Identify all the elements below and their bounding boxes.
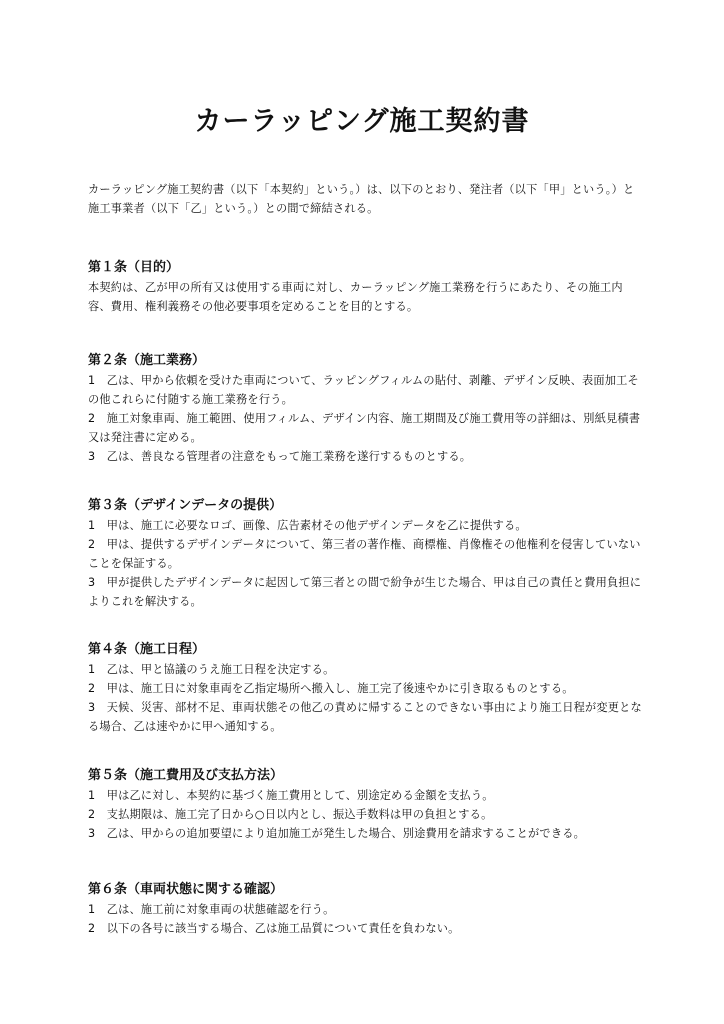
article-3 — [88, 496, 644, 611]
clause: 1 乙は、甲と協議のうえ施工日程を決定する。 — [88, 663, 335, 676]
article-heading: 第４条（施工日程） — [88, 642, 206, 657]
article-body — [88, 516, 644, 611]
document-title: カーラッピング施工契約書 — [194, 106, 530, 137]
clause: 3 乙は、甲からの追加要望により追加施工が発生した場合、別途費用を請求することができる。 — [88, 827, 585, 840]
article-heading: 第６条（車両状態に関する確認） — [88, 882, 284, 897]
article-5 — [88, 766, 644, 843]
article-body — [88, 786, 644, 843]
clause: 2 支払期限は、施工完了日から○日以内とし、振込手数料は甲の負担とする。 — [88, 808, 493, 821]
clause: 3 天候、災害、部材不足、車両状態その他乙の責めに帰することのできない事由により施工日程が変更となる場合、乙は速やかに甲へ通知する。 — [88, 701, 642, 733]
article-body — [88, 900, 644, 938]
article-1 — [88, 258, 644, 316]
clause: 2 甲は、施工日に対象車両を乙指定場所へ搬入し、施工完了後速やかに引き取るものとする。 — [88, 682, 574, 695]
clause: 1 甲は、施工に必要なロゴ、画像、広告素材その他デザインデータを乙に提供する。 — [88, 519, 527, 532]
article-heading: 第５条（施工費用及び支払方法） — [88, 768, 284, 783]
clause: 2 施工対象車両、施工範囲、使用フィルム、デザイン内容、施工期間及び施工費用等の詳細は、別紙見積書又は発注書に定める。 — [88, 412, 641, 444]
article-6 — [88, 880, 644, 938]
article-body — [88, 278, 644, 316]
clause: 1 乙は、甲から依頼を受けた車両について、ラッピングフィルムの貼付、剥離、デザイン反映、表面加工その他これらに付随する施工業務を行う。 — [88, 374, 639, 406]
article-heading: 第３条（デザインデータの提供） — [88, 498, 283, 513]
article-body — [88, 371, 644, 466]
clause: 3 甲が提供したデザインデータに起因して第三者との間で紛争が生じた場合、甲は自己の責任と費用負担によりこれを解決する。 — [88, 576, 642, 608]
clause: 1 乙は、施工前に対象車両の状態確認を行う。 — [88, 903, 335, 916]
clause: 本契約は、乙が甲の所有又は使用する車両に対し、カーラッピング施工業務を行うにあたり、その施工内容、費用、権利義務その他必要事項を定めることを目的とする。 — [88, 281, 623, 313]
article-4 — [88, 640, 644, 736]
clause: 2 甲は、提供するデザインデータについて、第三者の著作権、商標権、肖像権その他権利を侵害していないことを保証する。 — [88, 538, 641, 570]
article-heading: 第２条（施工業務） — [88, 353, 206, 368]
clause: 1 甲は乙に対し、本契約に基づく施工費用として、別途定める金額を支払う。 — [88, 789, 494, 802]
clause: 2 以下の各号に該当する場合、乙は施工品質について責任を負わない。 — [88, 922, 460, 935]
article-body — [88, 660, 644, 736]
article-2 — [88, 351, 644, 466]
article-heading: 第１条（目的） — [88, 260, 180, 275]
clause: 3 乙は、善良なる管理者の注意をもって施工業務を遂行するものとする。 — [88, 450, 472, 463]
intro-paragraph: カーラッピング施工契約書（以下「本契約」という。）は、以下のとおり、発注者（以下「甲」という。）と施工事業者（以下「乙」という。）との間で締結される。 — [88, 183, 635, 215]
